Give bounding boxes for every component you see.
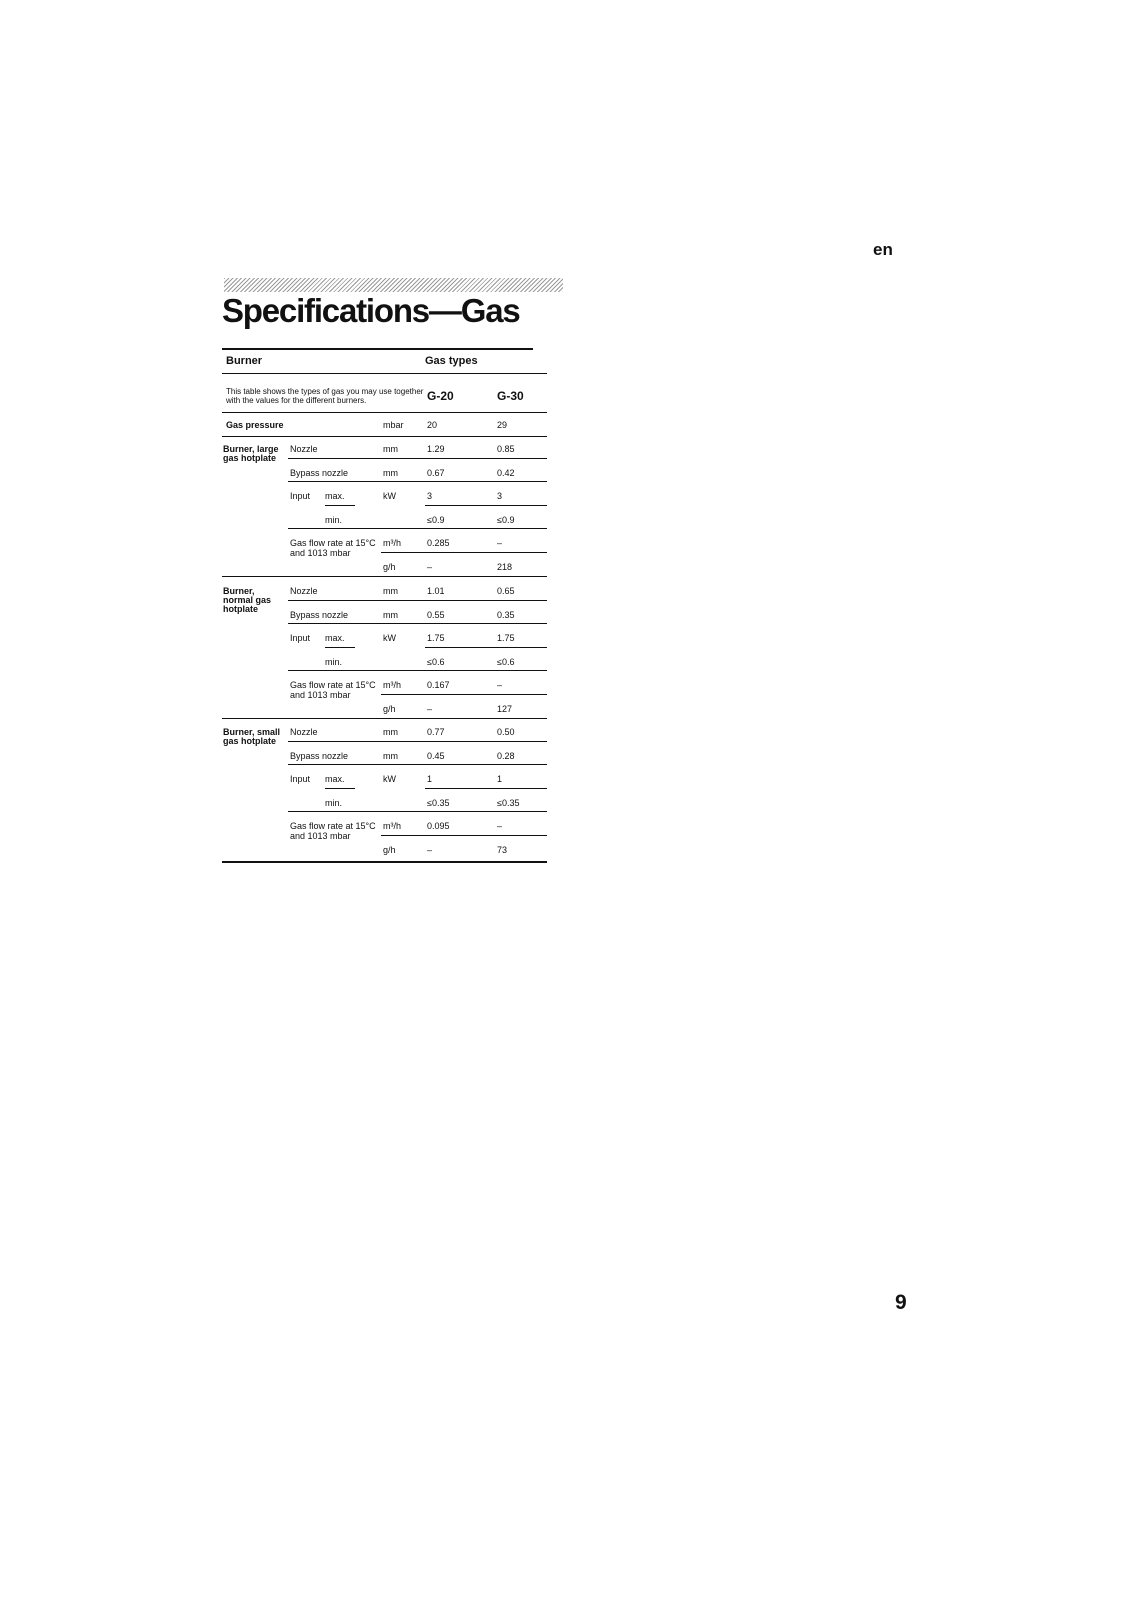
burner-large-input-min-sublabel: min.	[325, 515, 343, 525]
burner-small-flow-m3h-g30: –	[497, 821, 503, 831]
burner-small-nozzle-g30: 0.50	[497, 727, 515, 737]
burner-large-input-max-label: Input	[290, 491, 311, 501]
gas-pressure-g20: 20	[427, 420, 438, 430]
burner-normal-input-max-label: Input	[290, 633, 311, 643]
burner-large-flow-m3h-label-line1: Gas flow rate at 15°C	[290, 538, 376, 548]
burner-small-bypass-unit: mm	[383, 751, 398, 761]
gas-pressure-rule	[222, 436, 547, 437]
burner-normal-group-rule	[222, 718, 547, 719]
burner-large-flow-gh-g30: 218	[497, 562, 513, 572]
burner-normal-nozzle-rule	[288, 600, 547, 601]
burner-small-input-min-sublabel: min.	[325, 798, 343, 808]
burner-normal-input-max-sub-rule	[325, 647, 355, 648]
burner-large-nozzle-g30: 0.85	[497, 444, 515, 454]
burner-small-name-line2: gas hotplate	[223, 736, 277, 746]
header-rule	[222, 373, 547, 374]
burner-large-bypass-rule	[288, 481, 547, 482]
burner-large-flow-gh-g20: –	[427, 562, 433, 572]
gas-pressure-label: Gas pressure	[226, 420, 284, 430]
burner-small-bypass-g20: 0.45	[427, 751, 445, 761]
burner-small-flow-gh-g30: 73	[497, 845, 508, 855]
burner-large-bypass-label: Bypass nozzle	[290, 468, 349, 478]
burner-large-input-min-rule	[288, 528, 547, 529]
burner-small-input-max-g30: 1	[497, 774, 503, 784]
burner-normal-flow-m3h-label-line1: Gas flow rate at 15°C	[290, 680, 376, 690]
burner-large-name-line1: Burner, large	[223, 444, 279, 454]
burner-normal-flow-m3h-rule	[381, 694, 547, 695]
burner-normal-flow-m3h-g30: –	[497, 680, 503, 690]
burner-large-input-min-g20: ≤0.9	[427, 515, 445, 525]
burner-small-flow-m3h-label-line2: and 1013 mbar	[290, 831, 351, 841]
burner-normal-nozzle-g30: 0.65	[497, 586, 515, 596]
burner-large-name-line2: gas hotplate	[223, 453, 277, 463]
burner-normal-input-max-value-rule	[425, 647, 547, 648]
burner-small-flow-m3h-rule	[381, 835, 547, 836]
page-number: 9	[895, 1291, 907, 1314]
burner-normal-flow-gh-g20: –	[427, 704, 433, 714]
burner-normal-name-line1: Burner,	[223, 586, 255, 596]
burner-large-bypass-g30: 0.42	[497, 468, 515, 478]
burner-normal-input-min-rule	[288, 670, 547, 671]
burner-large-input-max-unit: kW	[383, 491, 396, 501]
burner-large-nozzle-g20: 1.29	[427, 444, 445, 454]
burner-normal-flow-m3h-unit: m³/h	[383, 680, 401, 690]
burner-large-nozzle-rule	[288, 458, 547, 459]
burner-large-input-max-value-rule	[425, 505, 547, 506]
gas-pressure-g30: 29	[497, 420, 508, 430]
burner-normal-nozzle-g20: 1.01	[427, 586, 445, 596]
burner-large-nozzle-label: Nozzle	[290, 444, 318, 454]
intro-rule	[222, 412, 547, 413]
burner-normal-bypass-rule	[288, 623, 547, 624]
burner-large-input-max-g20: 3	[427, 491, 433, 501]
burner-normal-bypass-label: Bypass nozzle	[290, 610, 349, 620]
burner-large-flow-m3h-rule	[381, 552, 547, 553]
burner-large-group-rule	[222, 576, 547, 577]
burner-large-input-max-sub-rule	[325, 505, 355, 506]
burner-large-nozzle-unit: mm	[383, 444, 398, 454]
language-marker: en	[873, 240, 893, 259]
burner-small-flow-m3h-g20: 0.095	[427, 821, 450, 831]
gas-type-g30: G-30	[497, 389, 524, 403]
burner-large-flow-m3h-g30: –	[497, 538, 503, 548]
burner-normal-bypass-g20: 0.55	[427, 610, 445, 620]
burner-small-nozzle-rule	[288, 741, 547, 742]
burner-small-flow-m3h-unit: m³/h	[383, 821, 401, 831]
burner-small-nozzle-label: Nozzle	[290, 727, 318, 737]
burner-normal-bypass-g30: 0.35	[497, 610, 515, 620]
burner-large-input-max-sublabel: max.	[325, 491, 345, 501]
burner-large-flow-m3h-label-line2: and 1013 mbar	[290, 548, 351, 558]
burner-large-flow-gh-unit: g/h	[383, 562, 396, 572]
burner-normal-nozzle-label: Nozzle	[290, 586, 318, 596]
burner-normal-name-line2: normal gas	[223, 595, 272, 605]
table-bottom-rule	[222, 861, 547, 863]
burner-small-flow-gh-unit: g/h	[383, 845, 396, 855]
burner-small-input-max-sublabel: max.	[325, 774, 345, 784]
burner-small-input-min-g20: ≤0.35	[427, 798, 450, 808]
burner-large-flow-m3h-g20: 0.285	[427, 538, 450, 548]
table-top-rule	[222, 348, 533, 350]
column-header-burner: Burner	[226, 355, 263, 367]
burner-large-bypass-unit: mm	[383, 468, 398, 478]
burner-small-input-max-value-rule	[425, 788, 547, 789]
burner-small-flow-m3h-label-line1: Gas flow rate at 15°C	[290, 821, 376, 831]
burner-normal-input-min-sublabel: min.	[325, 657, 343, 667]
burner-small-input-max-g20: 1	[427, 774, 433, 784]
burner-large-bypass-g20: 0.67	[427, 468, 445, 478]
burner-small-name-line1: Burner, small	[223, 727, 281, 737]
gas-pressure-unit: mbar	[383, 420, 404, 430]
burner-small-flow-gh-g20: –	[427, 845, 433, 855]
burner-small-nozzle-g20: 0.77	[427, 727, 445, 737]
burner-normal-input-max-g30: 1.75	[497, 633, 515, 643]
table-intro-text: This table shows the types of gas you may use together with the values for the different burners.	[226, 387, 424, 405]
burner-small-nozzle-unit: mm	[383, 727, 398, 737]
burner-small-input-min-rule	[288, 811, 547, 812]
burner-small-bypass-label: Bypass nozzle	[290, 751, 349, 761]
burner-small-input-max-label: Input	[290, 774, 311, 784]
burner-normal-input-max-sublabel: max.	[325, 633, 345, 643]
burner-small-input-max-unit: kW	[383, 774, 396, 784]
decorative-hatch-bar	[224, 278, 563, 292]
burner-small-bypass-rule	[288, 764, 547, 765]
burner-normal-input-min-g20: ≤0.6	[427, 657, 445, 667]
burner-normal-flow-gh-unit: g/h	[383, 704, 396, 714]
column-header-gas-types: Gas types	[425, 355, 478, 367]
burner-small-bypass-g30: 0.28	[497, 751, 515, 761]
burner-normal-input-max-g20: 1.75	[427, 633, 445, 643]
burner-small-input-max-sub-rule	[325, 788, 355, 789]
burner-normal-nozzle-unit: mm	[383, 586, 398, 596]
burner-normal-name-line3: hotplate	[223, 604, 258, 614]
burner-normal-bypass-unit: mm	[383, 610, 398, 620]
burner-normal-flow-gh-g30: 127	[497, 704, 513, 714]
gas-type-g20: G-20	[427, 389, 454, 403]
burner-small-input-min-g30: ≤0.35	[497, 798, 520, 808]
burner-large-input-min-g30: ≤0.9	[497, 515, 515, 525]
page-title: Specifications—Gas	[222, 292, 520, 329]
burner-large-input-max-g30: 3	[497, 491, 503, 501]
burner-large-flow-m3h-unit: m³/h	[383, 538, 401, 548]
burner-normal-flow-m3h-label-line2: and 1013 mbar	[290, 690, 351, 700]
burner-normal-input-min-g30: ≤0.6	[497, 657, 515, 667]
burner-normal-input-max-unit: kW	[383, 633, 396, 643]
burner-normal-flow-m3h-g20: 0.167	[427, 680, 450, 690]
